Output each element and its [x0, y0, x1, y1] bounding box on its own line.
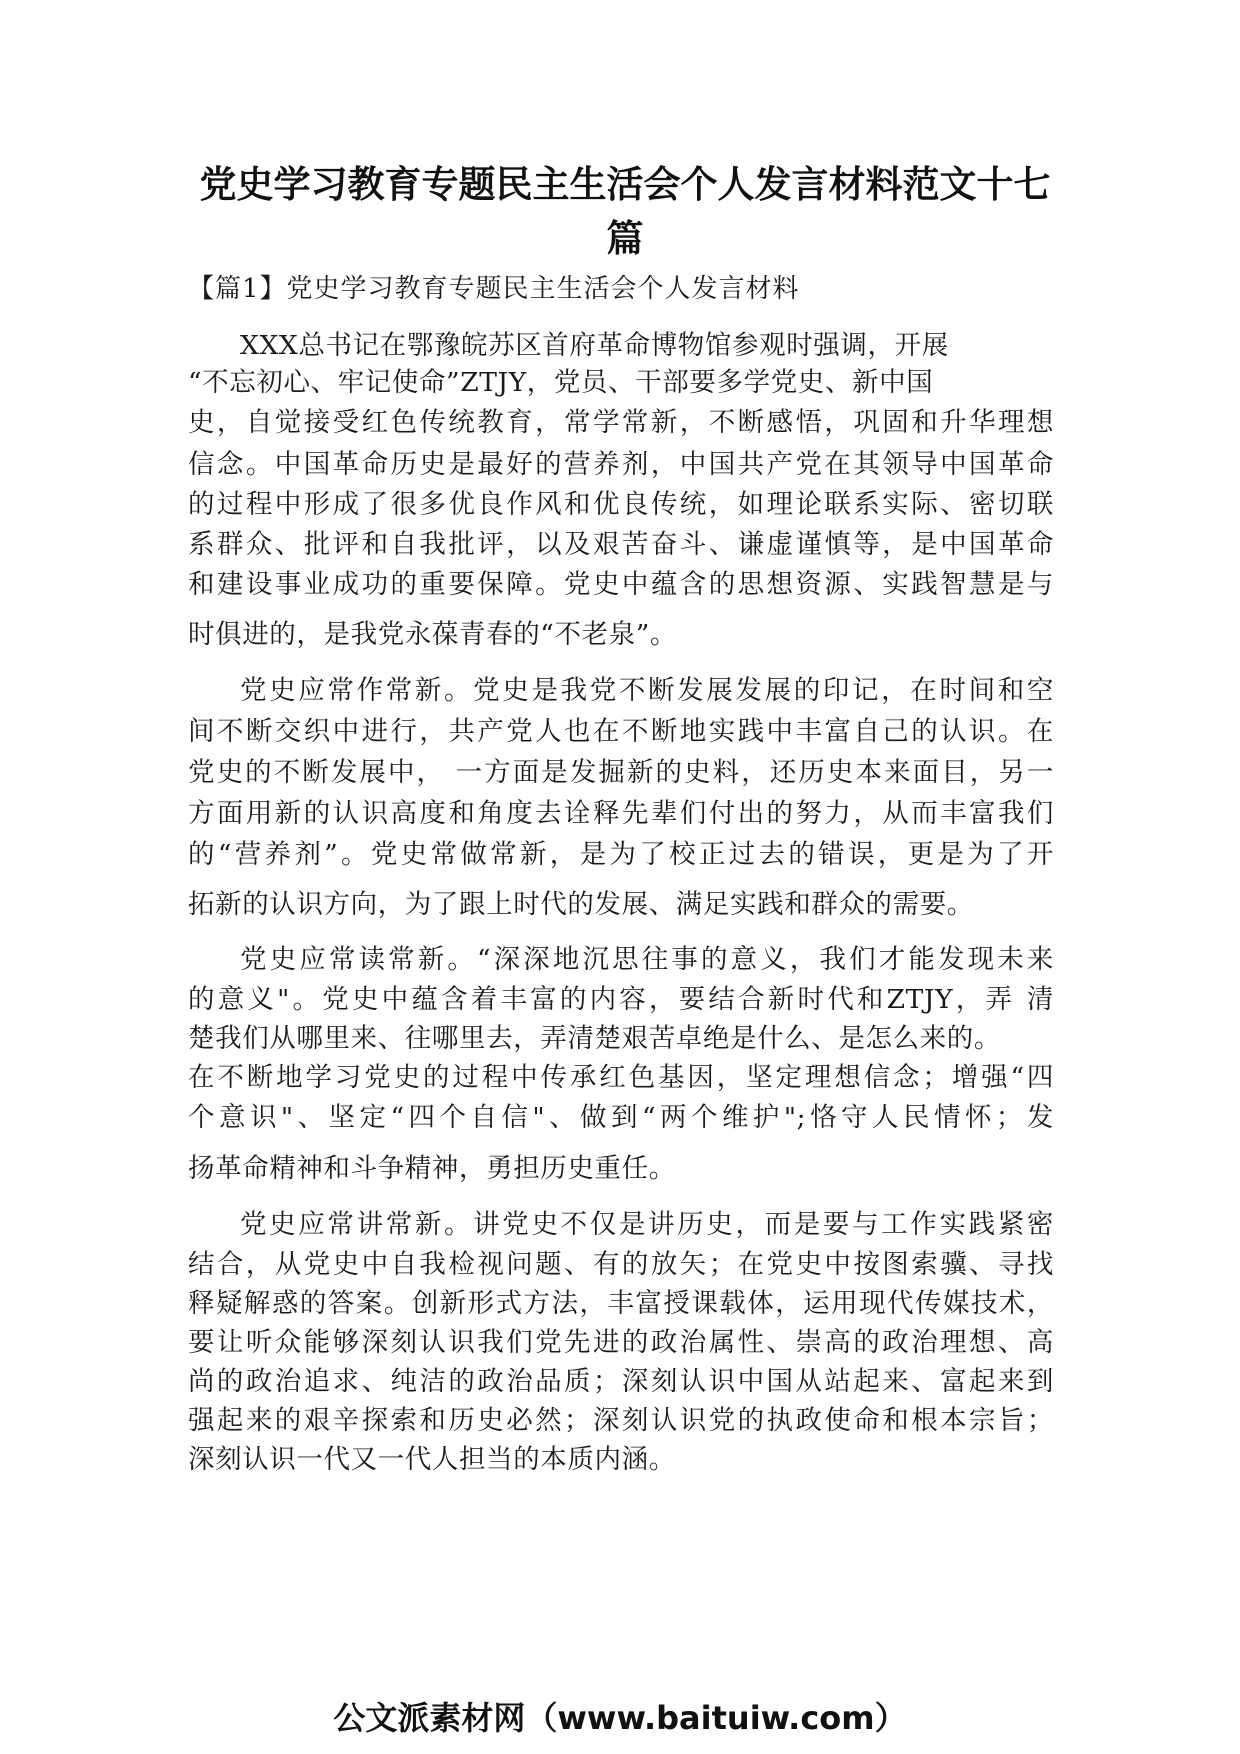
document-title-line-2: 篇 [606, 217, 644, 260]
section-heading: 【篇1】党史学习教育专题民主生活会个人发言材料 [188, 274, 800, 304]
paragraph-1-line-8: 时俱进的，是我党永葆青春的“不老泉”。 [188, 619, 677, 650]
paragraph-1-line-4: 信念。中国革命历史是最好的营养剂，中国共产党在其领导中国革命 [188, 449, 1054, 480]
paragraph-1-line-6: 系群众、批评和自我批评，以及艰苦奋斗、谦虚谨慎等，是中国革命 [188, 529, 1054, 560]
paragraph-3-line-2: 的意义"。党史中蕴含着丰富的内容，要结合新时代和ZTJY，弄 清 [188, 984, 1054, 1015]
paragraph-2-line-5: 的“营养剂”。党史常做常新，是为了校正过去的错误，更是为了开 [188, 839, 1054, 870]
paragraph-4-line-7: 深刻认识一代又一代人担当的本质内涵。 [188, 1444, 676, 1475]
paragraph-1-line-7: 和建设事业成功的重要保障。党史中蕴含的思想资源、实践智慧是与 [188, 569, 1054, 600]
paragraph-1-line-1: XXX总书记在鄂豫皖苏区首府革命博物馆参观时强调，开展 [240, 330, 949, 361]
paragraph-2-line-2: 间不断交织中进行，共产党人也在不断地实践中丰富自己的认识。在 [188, 716, 1054, 747]
paragraph-2-line-3: 党史的不断发展中， 一方面是发掘新的史料，还历史本来面目，另一 [188, 757, 1054, 788]
paragraph-4-line-5: 尚的政治追求、纯洁的政治品质；深刻认识中国从站起来、富起来到 [188, 1366, 1054, 1397]
paragraph-2-line-4: 方面用新的认识高度和角度去诠释先辈们付出的努力，从而丰富我们 [188, 798, 1054, 829]
footer-watermark: 公文派素材网（www.baituiw.com） [333, 1699, 907, 1737]
paragraph-3-line-6: 扬革命精神和斗争精神，勇担历史重任。 [188, 1153, 676, 1184]
paragraph-3-line-5: 个意识"、坚定“四个自信"、做到“两个维护";恪守人民情怀；发 [188, 1102, 1054, 1133]
paragraph-2-line-6: 拓新的认识方向，为了跟上时代的发展、满足实践和群众的需要。 [188, 889, 974, 920]
paragraph-4-line-1: 党史应常讲常新。讲党史不仅是讲历史，而是要与工作实践紧密 [240, 1209, 1054, 1240]
paragraph-3-line-4: 在不断地学习党史的过程中传承红色基因，坚定理想信念；增强“四 [188, 1062, 1054, 1093]
paragraph-3-line-1: 党史应常读常新。“深深地沉思往事的意义，我们才能发现未来 [240, 944, 1054, 975]
paragraph-4-line-3: 释疑解惑的答案。创新形式方法，丰富授课载体，运用现代传媒技术， [188, 1288, 1054, 1319]
paragraph-2-line-1: 党史应常作常新。党史是我党不断发展发展的印记，在时间和空 [240, 675, 1054, 706]
paragraph-1-line-5: 的过程中形成了很多优良作风和优良传统，如理论联系实际、密切联 [188, 489, 1054, 520]
paragraph-3-line-3: 楚我们从哪里来、往哪里去，弄清楚艰苦卓绝是什么、是怎么来的。 [188, 1023, 1001, 1054]
document-title-line-1: 党史学习教育专题民主生活会个人发言材料范文十七 [199, 163, 1051, 206]
paragraph-1-line-3: 史，自觉接受红色传统教育，常学常新，不断感悟，巩固和升华理想 [188, 407, 1054, 438]
paragraph-4-line-2: 结合，从党史中自我检视问题、有的放矢；在党史中按图索骥、寻找 [188, 1249, 1054, 1280]
paragraph-4-line-4: 要让听众能够深刻认识我们党先进的政治属性、崇高的政治理想、高 [188, 1327, 1054, 1358]
paragraph-1-line-2: “不忘初心、牢记使命”ZTJY，党员、干部要多学党史、新中国 [188, 367, 934, 398]
paragraph-4-line-6: 强起来的艰辛探索和历史必然；深刻认识党的执政使命和根本宗旨； [188, 1405, 1054, 1436]
